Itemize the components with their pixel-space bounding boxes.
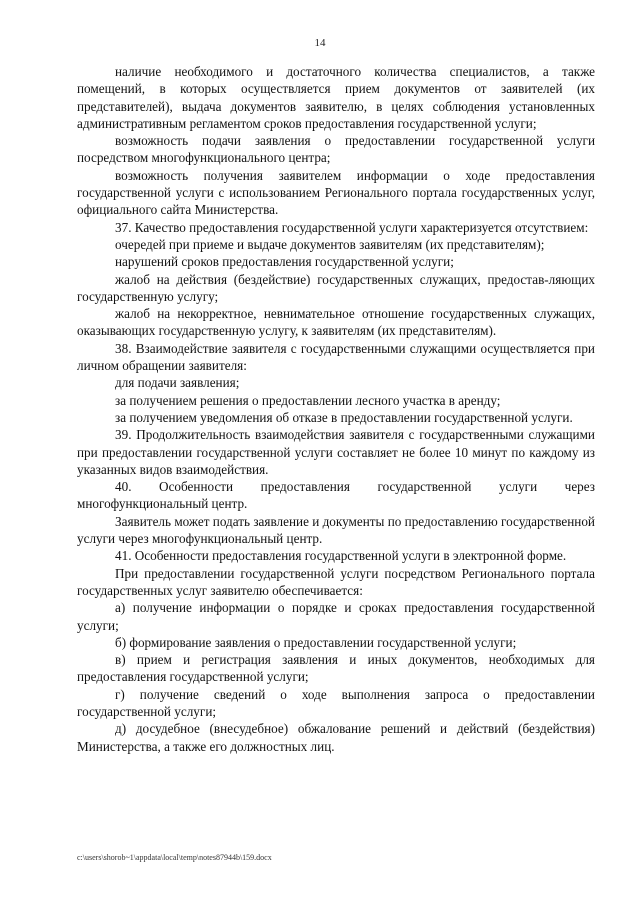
- paragraph-mfc-submit: Заявитель может подать заявление и документы по предоставлению государственной услуги через многофункциональный центр.: [77, 513, 595, 547]
- paragraph-receive-decision: за получением решения о предоставлении лесного участка в аренду;: [115, 392, 501, 408]
- list-item-g: г) получение сведений о ходе выполнения запроса о предоставлении государственной услуги;: [77, 686, 595, 719]
- paragraph-no-queues: очередей при приеме и выдаче документов заявителям (их представителям);: [115, 236, 545, 252]
- paragraph-37: 37. Качество предоставления государственной услуги характеризуется отсутствием:: [115, 219, 589, 235]
- paragraph-no-complaints-attitude: жалоб на некорректное, невнимательное отношение государственных служащих, оказывающих государственную услугу, к заявителям (их представителям).: [77, 306, 595, 339]
- paragraph-39: 39. Продолжительность взаимодействия заявителя с государственными служащими при предоставлении государственной услуги составляет не более 10 минут по каждому из указанных видов взаимодействия.: [77, 427, 595, 477]
- paragraph-mfc-application: возможность подачи заявления о предоставлении государственной услуги посредством многофункционального центра;: [77, 133, 595, 166]
- paragraph-41: 41. Особенности предоставления государственной услуги в электронной форме.: [115, 548, 567, 564]
- list-item-b: б) формирование заявления о предоставлении государственной услуги;: [115, 634, 517, 650]
- page-number: 14: [314, 37, 326, 49]
- paragraph-receive-refusal: за получением уведомления об отказе в предоставлении государственной услуги.: [115, 409, 573, 425]
- paragraph-submit-application: для подачи заявления;: [115, 375, 240, 391]
- paragraph-40: 40. Особенности предоставления государственной услуги через многофункциональный центр.: [77, 479, 595, 512]
- list-item-d: д) досудебное (внесудебное) обжалование решений и действий (бездействия) Министерства, а также его должностных лиц.: [77, 721, 595, 754]
- paragraph-portal-provides: При предоставлении государственной услуги посредством Регионального портала государственных услуг заявителю обеспечивается:: [77, 565, 595, 598]
- paragraph-38: 38. Взаимодействие заявителя с государственными служащими осуществляется при личном обращении заявителя:: [77, 340, 595, 374]
- list-item-a: а) получение информации о порядке и сроках предоставления государственной услуги;: [77, 600, 595, 633]
- paragraph-no-delays: нарушений сроков предоставления государственной услуги;: [115, 254, 454, 270]
- paragraph-portal-info: возможность получения заявителем информации о ходе предоставления государственной услуги с использованием Регионального портала государственных услуг, официального сайта Министерства.: [77, 167, 595, 218]
- paragraph-no-complaints-actions: жалоб на действия (бездействие) государственных служащих, предостав-ляющих государственную услугу;: [77, 271, 595, 304]
- footer-file-path: c:\users\shorob~1\appdata\local\temp\notes87944b\159.docx: [77, 853, 272, 862]
- paragraph-staff-premises: наличие необходимого и достаточного количества специалистов, а также помещений, в которых осуществляется прием документов от заявителей (их представителей), выдача документов заявителю, в целях соблюдения установленных административным регламентом сроков предоставления государственной услуги;: [77, 64, 595, 131]
- document-body: [77, 63, 595, 755]
- list-item-v: в) прием и регистрация заявления и иных документов, необходимых для предоставления государственной услуги;: [77, 652, 595, 685]
